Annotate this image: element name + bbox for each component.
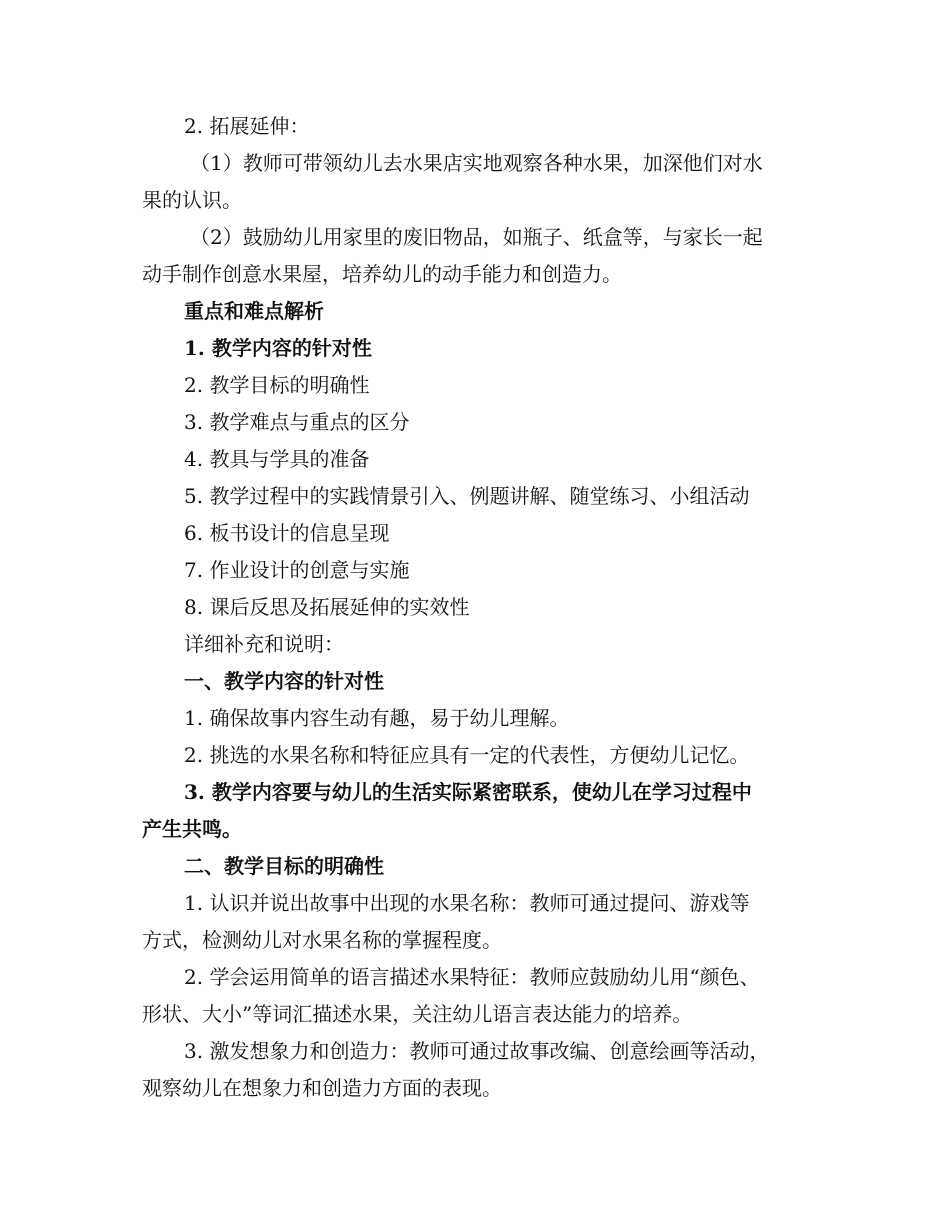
list-item-continuation: 形状、大小”等词汇描述水果，关注幼儿语言表达能力的培养。 <box>142 1002 693 1026</box>
list-item: 8. 课后反思及拓展延伸的实效性 <box>184 595 470 619</box>
list-item: 2. 挑选的水果名称和特征应具有一定的代表性，方便幼儿记忆。 <box>184 743 750 767</box>
subsection-heading: 2. 拓展延伸： <box>184 114 310 138</box>
paragraph-line: （1）教师可带领幼儿去水果店实地观察各种水果，加深他们对水 <box>190 151 763 175</box>
list-item-continuation: 观察幼儿在想象力和创造力方面的表现。 <box>142 1076 502 1100</box>
list-item: 3. 教学内容要与幼儿的生活实际紧密联系，使幼儿在学习过程中 <box>184 780 752 804</box>
list-item-continuation: 方式，检测幼儿对水果名称的掌握程度。 <box>142 928 502 952</box>
list-item: 5. 教学过程中的实践情景引入、例题讲解、随堂练习、小组活动 <box>184 484 750 508</box>
section-heading: 二、教学目标的明确性 <box>184 854 384 878</box>
paragraph-line: 动手制作创意水果屋，培养幼儿的动手能力和创造力。 <box>142 262 622 286</box>
list-item: 3. 激发想象力和创造力：教师可通过故事改编、创意绘画等活动， <box>184 1039 770 1063</box>
paragraph-line: 详细补充和说明： <box>184 632 344 656</box>
list-item: 7. 作业设计的创意与实施 <box>184 558 410 582</box>
paragraph-line: （2）鼓励幼儿用家里的废旧物品，如瓶子、纸盒等，与家长一起 <box>190 225 763 249</box>
list-item: 2. 学会运用简单的语言描述水果特征：教师应鼓励幼儿用“颜色、 <box>184 965 760 989</box>
list-item: 4. 教具与学具的准备 <box>184 447 370 471</box>
section-heading: 一、教学内容的针对性 <box>184 669 384 693</box>
paragraph-line: 果的认识。 <box>142 188 242 212</box>
section-heading: 重点和难点解析 <box>184 299 324 323</box>
list-item: 3. 教学难点与重点的区分 <box>184 410 410 434</box>
list-item: 6. 板书设计的信息呈现 <box>184 521 390 545</box>
list-item: 1. 教学内容的针对性 <box>184 336 372 360</box>
list-item: 1. 确保故事内容生动有趣，易于幼儿理解。 <box>184 706 570 730</box>
list-item-continuation: 产生共鸣。 <box>142 817 242 841</box>
list-item: 2. 教学目标的明确性 <box>184 373 370 397</box>
list-item: 1. 认识并说出故事中出现的水果名称：教师可通过提问、游戏等 <box>184 891 750 915</box>
